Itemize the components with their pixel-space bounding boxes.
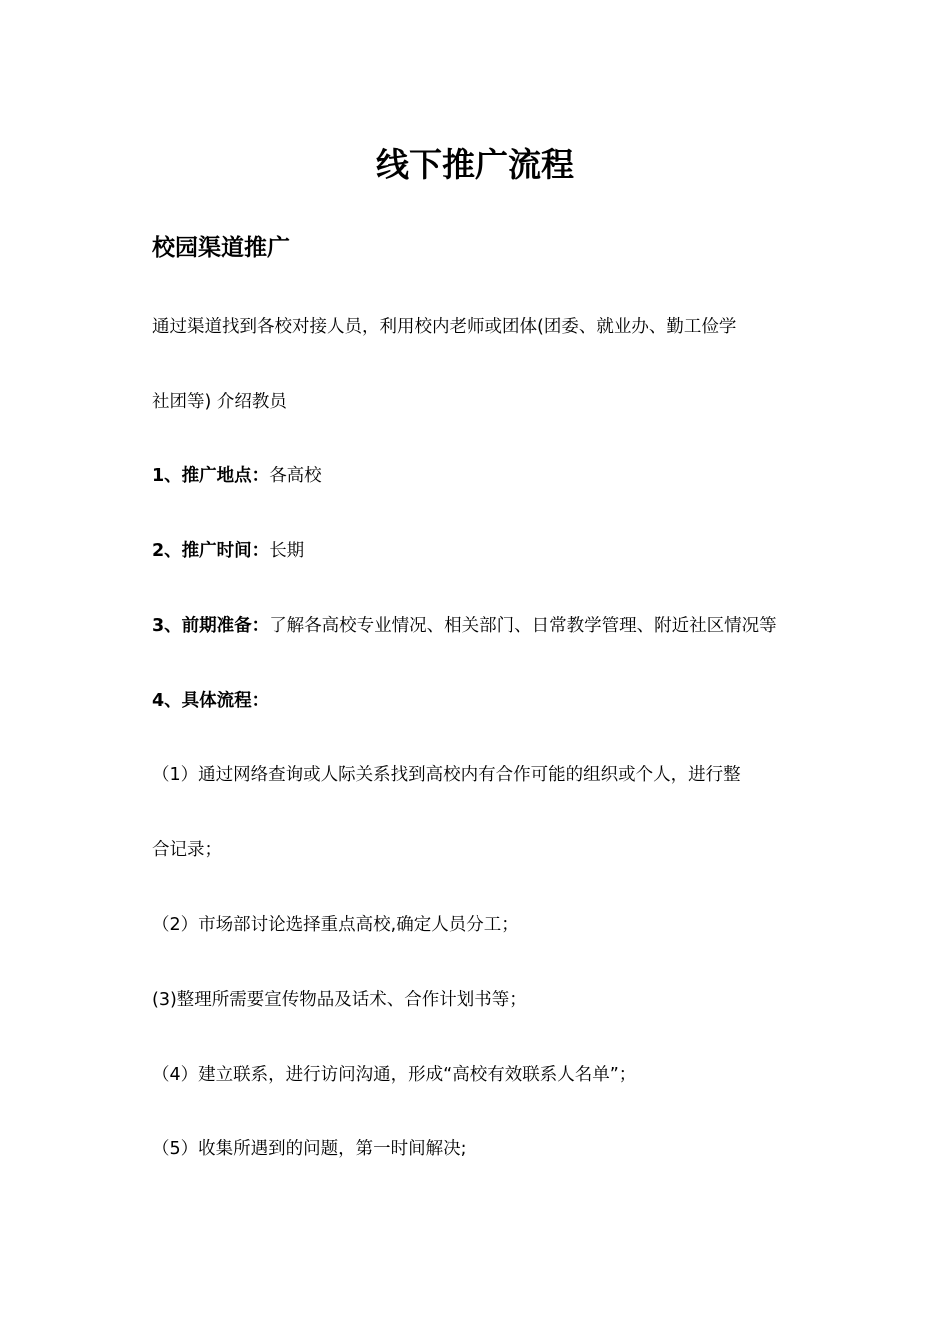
item-preparation-label: 3、前期准备：	[152, 616, 270, 636]
intro-paragraph-line-1: 通过渠道找到各校对接人员，利用校内老师或团体(团委、就业办、勤工俭学	[152, 317, 737, 337]
item-time	[152, 536, 304, 566]
section-heading: 校园渠道推广	[152, 235, 290, 261]
item-process	[152, 686, 269, 716]
item-preparation-value: 了解各高校专业情况、相关部门、日常教学管理、附近社区情况等	[269, 616, 777, 636]
page-title: 线下推广流程	[376, 145, 574, 184]
item-preparation	[152, 611, 777, 641]
item-location-value: 各高校	[269, 466, 322, 486]
step-1-line-2: 合记录；	[152, 840, 222, 860]
step-1-line-1: （1）通过网络查询或人际关系找到高校内有合作可能的组织或个人，进行整	[152, 765, 741, 785]
intro-paragraph-line-2: 社团等) 介绍教员	[152, 392, 287, 412]
step-4: （4）建立联系，进行访问沟通，形成“高校有效联系人名单”；	[152, 1065, 637, 1085]
item-time-value: 长期	[269, 541, 305, 561]
step-3: (3)整理所需要宣传物品及话术、合作计划书等；	[152, 990, 527, 1010]
step-2: （2）市场部讨论选择重点高校,确定人员分工；	[152, 915, 519, 935]
item-time-label: 2、推广时间：	[152, 541, 270, 561]
item-location-label: 1、推广地点：	[152, 466, 270, 486]
item-process-label: 4、具体流程：	[152, 691, 270, 711]
step-5: （5）收集所遇到的问题，第一时间解决;	[152, 1139, 467, 1159]
item-location	[152, 461, 322, 491]
